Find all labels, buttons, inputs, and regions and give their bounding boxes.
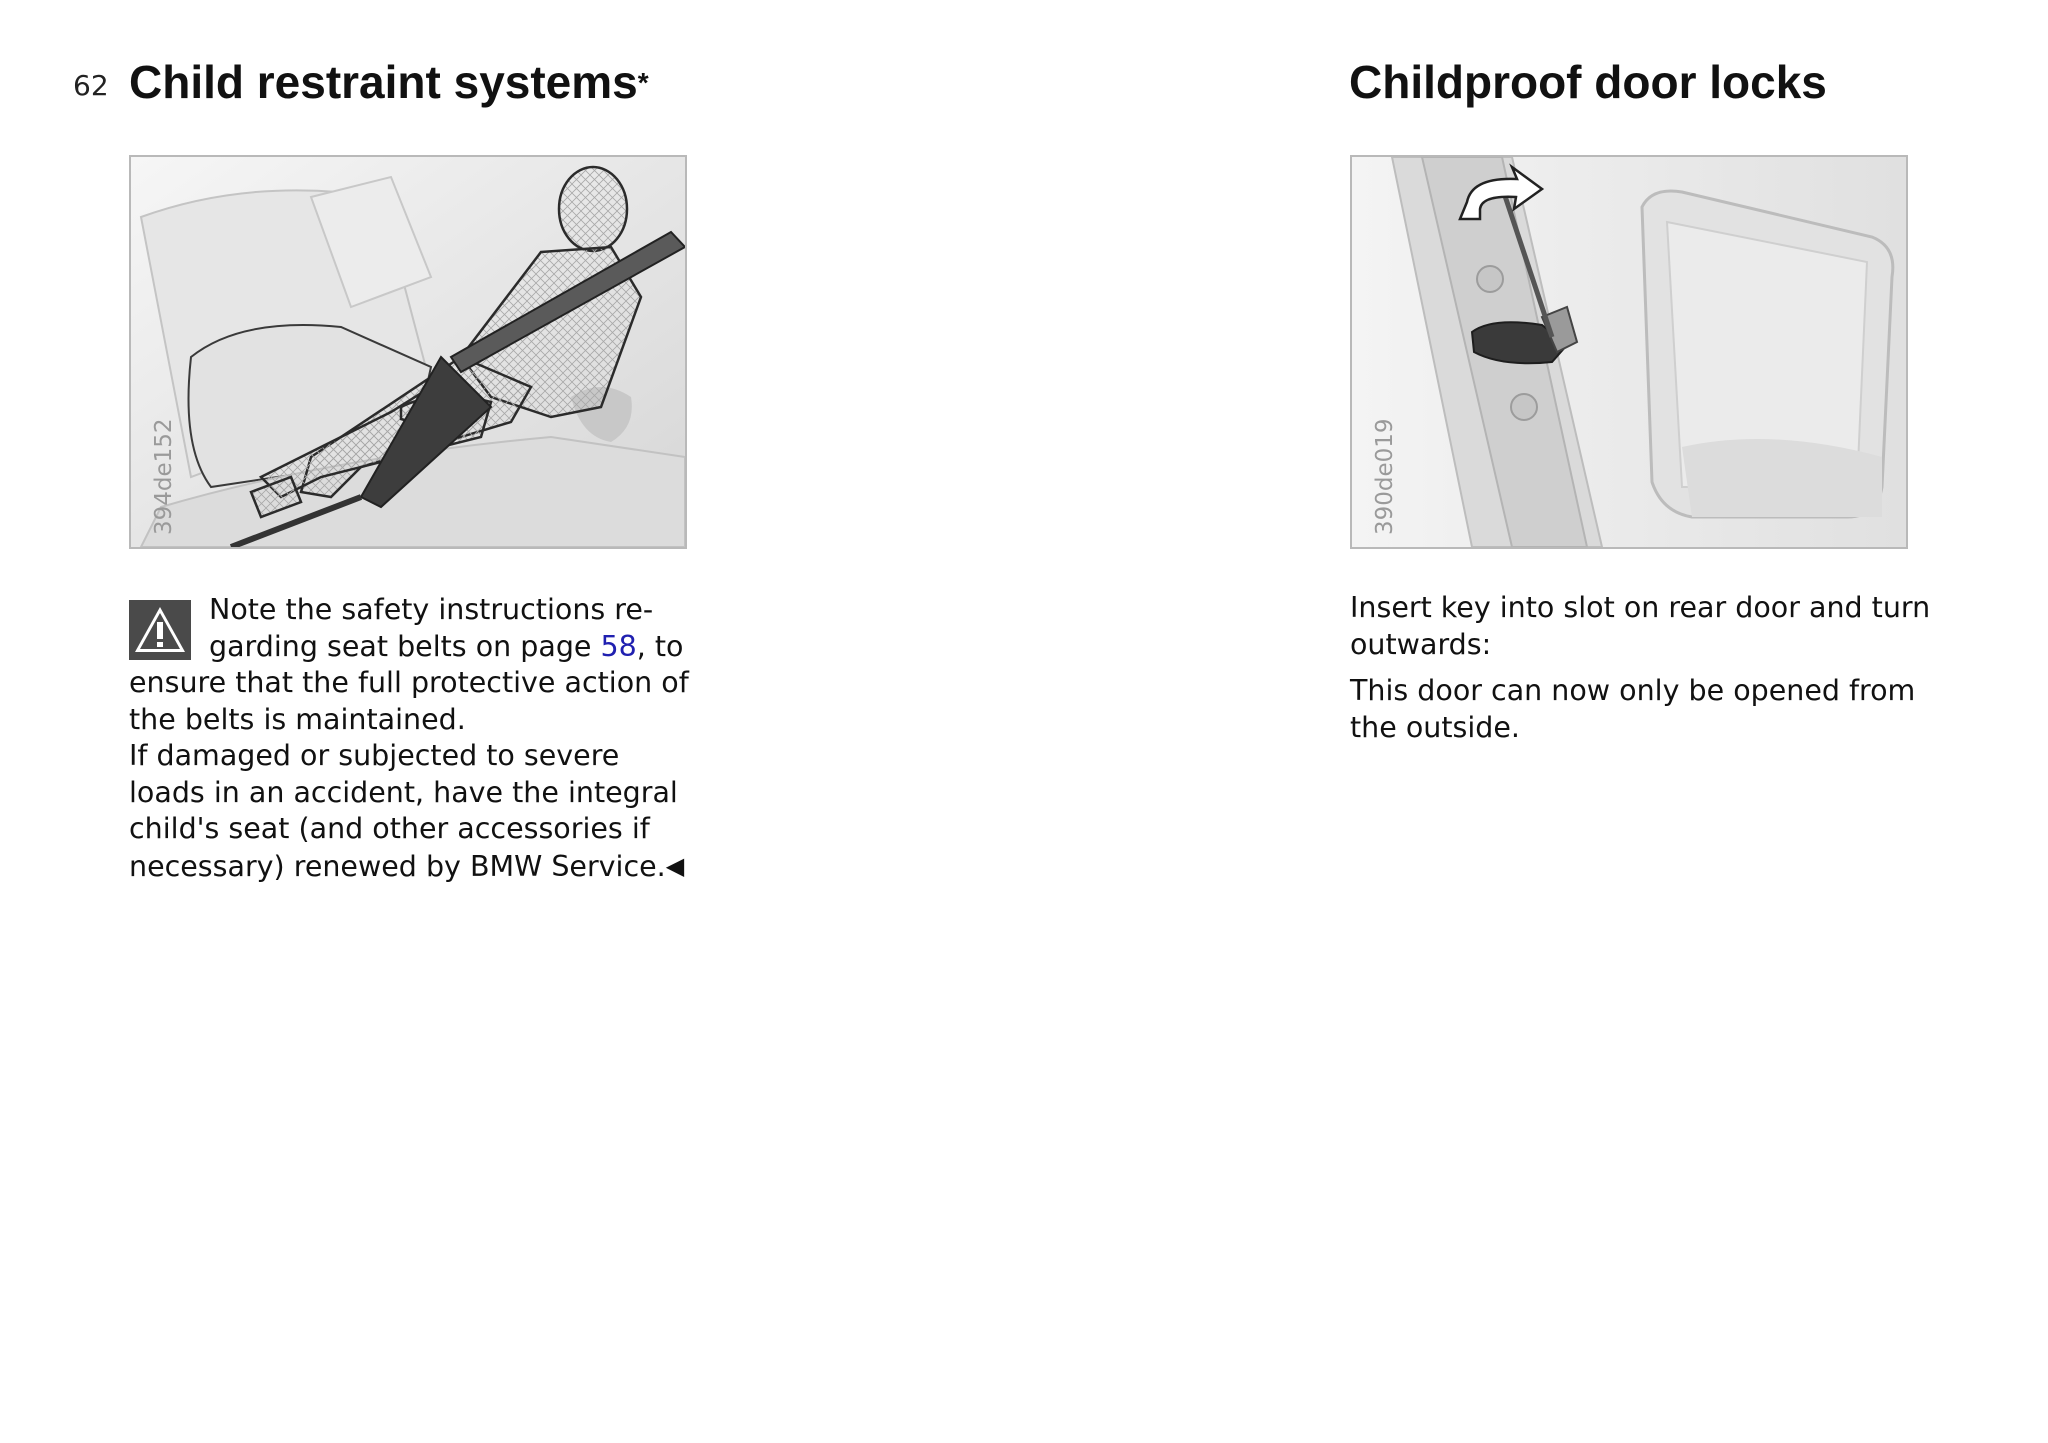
body-line: If damaged or subjected to severe (129, 739, 620, 772)
warning-text-line-1: Note the safety instructions re- (209, 593, 654, 626)
door-lock-illustration (1350, 155, 1908, 549)
door-lock-instructions (1350, 590, 1990, 746)
body-line-text: necessary) renewed by BMW Service. (129, 849, 666, 883)
body-line: the belts is maintained. (129, 702, 466, 736)
warning-block (129, 592, 729, 665)
warning-text-line-2 (209, 629, 684, 666)
figure-code: 390de019 (1372, 418, 1398, 535)
door-lock-drawing (1352, 157, 1906, 547)
title-text: Child restraint systems (129, 56, 638, 108)
body-line-last (129, 848, 729, 886)
page-number: 62 (73, 69, 109, 102)
result-line: This door can now only be opened from (1350, 674, 1916, 707)
result-line: the outside. (1350, 710, 1520, 744)
page-title-childproof-locks: Childproof door locks (1349, 56, 1827, 108)
page-title-child-restraint (129, 54, 649, 111)
warning-text-line-2-end: , to (636, 629, 684, 663)
paragraph-gap (1350, 663, 1990, 673)
body-line: loads in an accident, have the integral (129, 775, 678, 809)
body-line: ensure that the full protective action of (129, 666, 689, 699)
figure-code: 394de152 (151, 418, 177, 535)
body-line: child's seat (and other accessories if (129, 812, 650, 845)
child-seat-drawing (131, 157, 685, 547)
instruction-line: outwards: (1350, 627, 1492, 661)
warning-text-line-2-start: garding seat belts on page (209, 629, 601, 663)
instruction-line: Insert key into slot on rear door and turn (1350, 591, 1931, 624)
child-seat-illustration (129, 155, 687, 549)
warning-triangle-icon (129, 600, 191, 660)
page-58-link[interactable]: 58 (600, 629, 637, 663)
safety-note (129, 592, 729, 885)
end-of-section-icon: ◀ (665, 851, 685, 880)
optional-equipment-asterisk: * (637, 67, 649, 98)
